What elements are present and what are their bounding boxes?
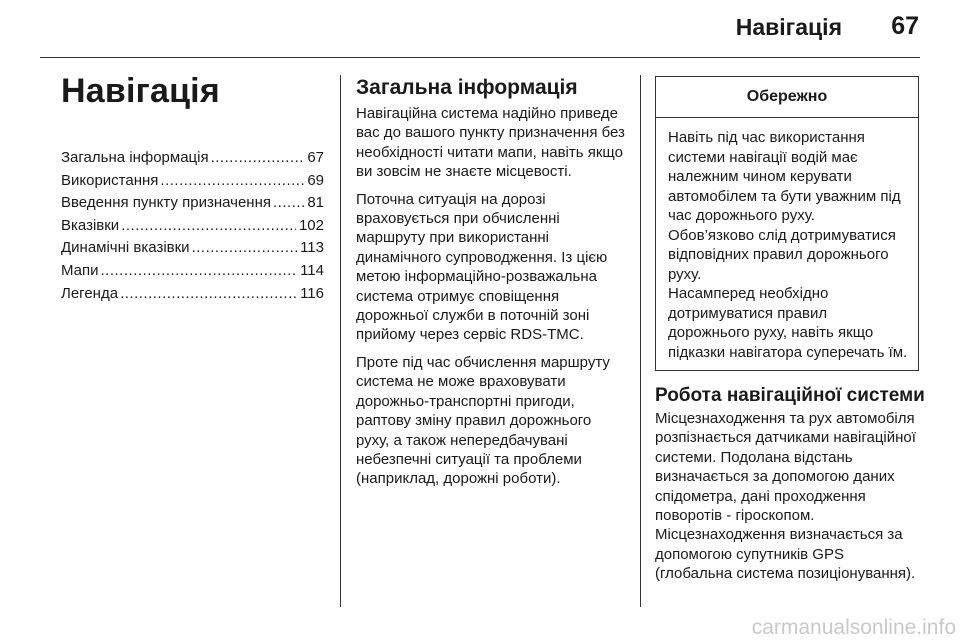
toc-leader: [101, 260, 298, 283]
page-header: [0, 0, 960, 62]
toc-item[interactable]: [61, 237, 324, 260]
column-divider-right: [640, 75, 641, 607]
body-paragraph: Навігаційна система надійно приведе вас до вашого пункту призначення без необхідності читати мапи, навіть якщо ви зовсім не знаєте місцевості.: [356, 105, 625, 181]
general-info-section: [356, 76, 626, 497]
toc-label: Легенда: [61, 284, 119, 302]
toc-item[interactable]: [61, 283, 324, 306]
toc-label: Динамічні вказівки: [61, 239, 190, 257]
watermark: carmanualsonline.info: [751, 616, 956, 639]
caution-text: Обов’язково слід дотримуватися відповідних правил дорожнього руху.: [668, 226, 896, 283]
toc-leader: [160, 170, 304, 193]
toc-leader: [120, 283, 297, 306]
header-divider: [40, 57, 920, 58]
toc-label: Мапи: [61, 261, 99, 279]
toc-label: Використання: [61, 171, 159, 189]
toc-item[interactable]: [61, 192, 324, 215]
body-paragraph: Поточна ситуація на дорозі враховується при обчисленні маршруту при використанні динамічного супроводження. Із цією метою інформаційно-розважальна система отримує сповіщення дорожньої служби в поточній зоні прийому через сервіс RDS-TMC.: [356, 190, 608, 344]
caution-box: [655, 76, 919, 371]
column-divider-left: [340, 75, 341, 607]
toc-item[interactable]: [61, 260, 324, 283]
caution-text: Насамперед необхідно дотримуватися правил дорожнього руху, навіть якщо підказки навігатора суперечать їм.: [668, 285, 908, 361]
toc-label: Введення пункту призначення: [61, 194, 271, 212]
toc-item[interactable]: [61, 170, 324, 193]
chapter-contents: [61, 72, 324, 305]
toc-page: 102: [298, 216, 324, 234]
toc-item[interactable]: [61, 147, 324, 170]
toc-page: 67: [307, 149, 324, 166]
toc-leader: [273, 192, 304, 215]
right-column: [655, 76, 925, 584]
toc-page: 113: [300, 239, 324, 257]
body-paragraph: Місцезнаходження та рух автомобіля розпізнається датчиками навігаційної системи. Подолана відстань визначається за допомогою даних спідометра, дані проходження поворотів - гіроскопом. Місцезнаходження визначається за допомогою супутників GPS (глобальна система позиціонування).: [655, 410, 916, 583]
toc-label: Загальна інформація: [61, 149, 209, 166]
body-paragraph: Проте під час обчислення маршруту система не може враховувати дорожньо-транспортні пригоди, раптову зміну правил дорожнього руху, а також непередбачувані небезпечні ситуації та проблеми (наприклад, дорожні роботи).: [356, 353, 610, 488]
toc-leader: [192, 237, 298, 260]
page-number: 67: [891, 12, 919, 40]
caution-body: [656, 118, 918, 370]
toc-leader: [121, 215, 296, 238]
section-title-general: Загальна інформація: [356, 76, 578, 99]
caution-text: Навіть під час використання системи навігації водій має належним чином керувати автомобілем та бути уважним під час дорожнього руху.: [668, 129, 901, 224]
toc-page: 81: [307, 194, 324, 212]
section-title-operation: Робота навігаційної системи: [655, 385, 925, 406]
toc-leader: [211, 147, 305, 170]
toc-page: 116: [300, 284, 324, 302]
toc-page: 69: [307, 171, 324, 189]
caution-title: Обережно: [656, 77, 918, 118]
running-title: Навігація: [735, 14, 842, 40]
toc-page: 114: [300, 261, 324, 279]
toc-item[interactable]: [61, 215, 324, 238]
chapter-title: Навігація: [61, 72, 220, 110]
toc-label: Вказівки: [61, 216, 120, 234]
